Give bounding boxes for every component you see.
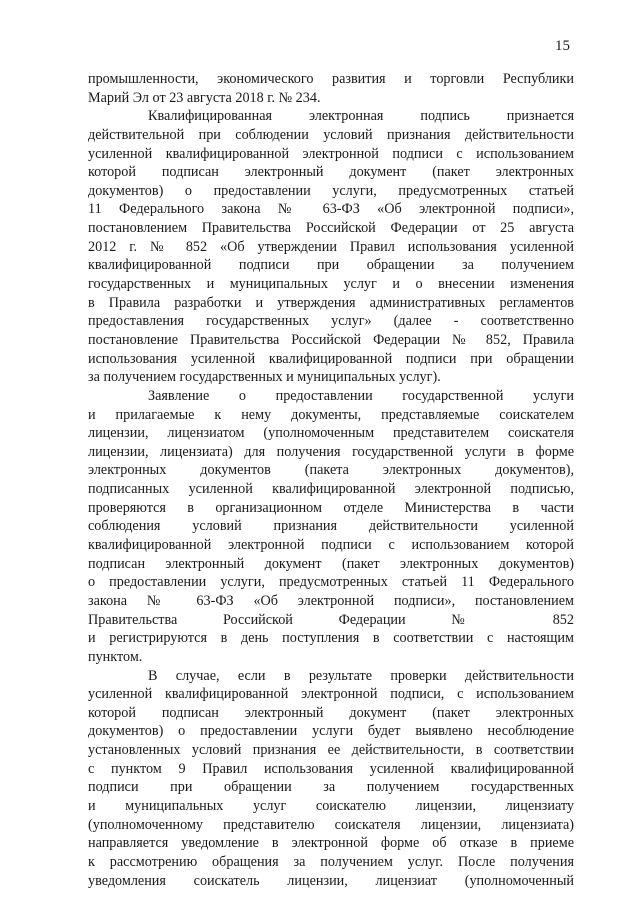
text-line: уведомления соискатель лицензии, лицензиат (уполномоченный <box>88 872 574 889</box>
paragraph <box>88 107 574 387</box>
text-line: пунктом. <box>88 648 143 665</box>
text-line: и прилагаемые к нему документы, представляемые соискателем <box>88 406 574 423</box>
text-line: которой подписан электронный документ (пакет электронных <box>88 164 574 181</box>
text-line: Марий Эл от 23 августа 2018 г. № 234. <box>88 89 321 106</box>
text-line: предоставления государственных услуг» (далее - соответственно <box>88 313 574 330</box>
text-line: документов) о предоставлении услуги, предусмотренных статьей <box>88 182 574 199</box>
paragraph <box>88 667 574 891</box>
text-line: подписан электронный документ (пакет электронных документов) <box>88 555 574 572</box>
text-line: действительной при соблюдении условий признания действительности <box>88 126 574 143</box>
text-line: направляется уведомление в электронной форме об отказе в приеме <box>88 835 574 852</box>
text-line: лицензии, лицензиата) для получения государственной услуги в форме <box>88 443 574 460</box>
text-line: квалифицированной подписи при обращении за получением <box>88 257 574 274</box>
text-line: и регистрируются в день поступления в соответствии с настоящим <box>88 630 574 647</box>
document-body <box>88 70 574 890</box>
text-line: промышленности, экономического развития и торговли Республики <box>88 71 574 87</box>
text-line: и муниципальных услуг соискателю лицензии, лицензиату <box>88 797 574 814</box>
text-line: электронных документов (пакета электронных документов), <box>88 462 574 479</box>
text-line: постановление Правительства Российской Федерации № 852, Правила <box>88 331 574 348</box>
text-line: о предоставлении услуги, предусмотренных статьей 11 Федерального <box>88 574 574 591</box>
text-line: квалифицированной электронной подписи с использованием которой <box>88 537 574 554</box>
text-line: усиленной квалифицированной электронной подписи, с использованием <box>88 686 574 703</box>
text-line: которой подписан электронный документ (пакет электронных <box>88 704 574 721</box>
paragraph <box>88 70 574 107</box>
text-line: 2012 г. № 852 «Об утверждении Правил использования усиленной <box>88 238 574 255</box>
text-line: проверяются в организационном отделе Министерства в части <box>88 499 574 516</box>
text-line: подписанных усиленной квалифицированной электронной подписью, <box>88 481 574 498</box>
page-number: 15 <box>555 38 570 54</box>
text-line: соблюдения условий признания действительности усиленной <box>88 518 574 535</box>
text-line: в Правила разработки и утверждения административных регламентов <box>88 294 574 311</box>
text-line: Правительства Российской Федерации № 852 <box>88 611 574 628</box>
text-line: усиленной квалифицированной электронной подписи с использованием <box>88 145 574 162</box>
text-line: лицензии, лицензиатом (уполномоченным представителем соискателя <box>88 425 574 442</box>
text-line: 11 Федерального закона № 63-ФЗ «Об электронной подписи», <box>88 201 574 218</box>
text-line: за получением государственных и муниципальных услуг). <box>88 369 441 386</box>
text-line: государственных и муниципальных услуг и о внесении изменения <box>88 276 574 293</box>
text-line: Заявление о предоставлении государственной услуги <box>148 387 574 404</box>
text-line: В случае, если в результате проверки действительности <box>148 667 574 684</box>
text-line: к рассмотрению обращения за получением услуг. После получения <box>88 853 574 870</box>
text-line: Квалифицированная электронная подпись признается <box>148 108 574 125</box>
paragraph <box>88 387 574 667</box>
text-line: использования усиленной квалифицированной подписи при обращении <box>88 350 574 367</box>
text-line: установленных условий признания ее действительности, в соответствии <box>88 742 574 759</box>
text-line: закона № 63-ФЗ «Об электронной подписи», постановлением <box>88 592 574 609</box>
text-line: подписи при обращении за получением государственных <box>88 779 574 796</box>
text-line: (уполномоченному представителю соискателя лицензии, лицензиата) <box>88 816 574 833</box>
text-line: постановлением Правительства Российской Федерации от 25 августа <box>88 220 574 237</box>
text-line: с пунктом 9 Правил использования усиленной квалифицированной <box>88 760 574 777</box>
text-line: документов) о предоставлении услуги будет выявлено несоблюдение <box>88 723 574 740</box>
